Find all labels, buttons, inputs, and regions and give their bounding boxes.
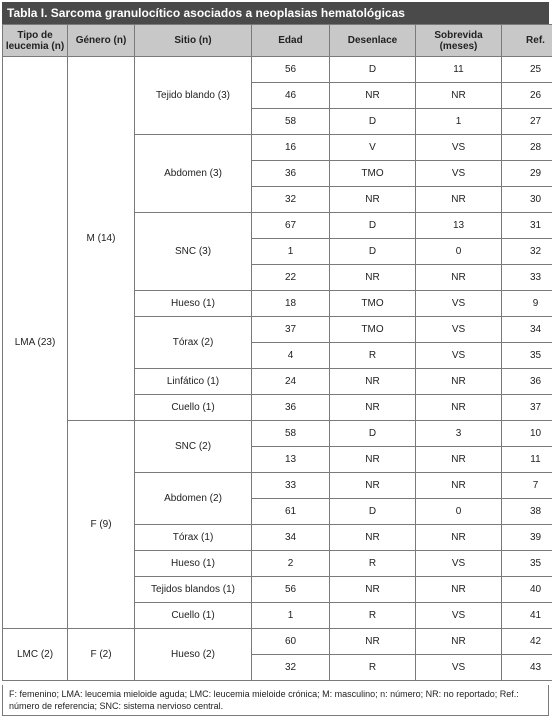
ref-cell: 34 <box>502 317 552 343</box>
desenlace-cell: NR <box>330 187 416 213</box>
edad-cell: 58 <box>252 421 330 447</box>
sobrevida-cell: VS <box>416 135 502 161</box>
header-genero: Género (n) <box>68 25 135 57</box>
edad-cell: 58 <box>252 109 330 135</box>
site-cell: SNC (3) <box>135 213 252 291</box>
site-cell: Hueso (2) <box>135 629 252 681</box>
ref-cell: 10 <box>502 421 552 447</box>
edad-cell: 33 <box>252 473 330 499</box>
desenlace-cell: NR <box>330 265 416 291</box>
table-title-text: Sarcoma granulocítico asociados a neoplasias hematológicas <box>50 6 405 20</box>
desenlace-cell: TMO <box>330 317 416 343</box>
desenlace-cell: D <box>330 57 416 83</box>
edad-cell: 32 <box>252 655 330 681</box>
ref-cell: 9 <box>502 291 552 317</box>
ref-cell: 41 <box>502 603 552 629</box>
edad-cell: 1 <box>252 239 330 265</box>
desenlace-cell: NR <box>330 395 416 421</box>
header-tipo: Tipo de leucemia (n) <box>3 25 68 57</box>
desenlace-cell: D <box>330 499 416 525</box>
sobrevida-cell: VS <box>416 603 502 629</box>
sobrevida-cell: NR <box>416 265 502 291</box>
group-cell: LMA (23) <box>3 57 68 629</box>
desenlace-cell: NR <box>330 577 416 603</box>
desenlace-cell: NR <box>330 525 416 551</box>
sobrevida-cell: NR <box>416 187 502 213</box>
sobrevida-cell: VS <box>416 291 502 317</box>
sobrevida-cell: 11 <box>416 57 502 83</box>
edad-cell: 36 <box>252 395 330 421</box>
edad-cell: 18 <box>252 291 330 317</box>
site-cell: Tórax (2) <box>135 317 252 369</box>
edad-cell: 1 <box>252 603 330 629</box>
ref-cell: 40 <box>502 577 552 603</box>
site-cell: Tejido blando (3) <box>135 57 252 135</box>
edad-cell: 16 <box>252 135 330 161</box>
table-row <box>3 629 552 655</box>
ref-cell: 7 <box>502 473 552 499</box>
edad-cell: 4 <box>252 343 330 369</box>
desenlace-cell: D <box>330 213 416 239</box>
sobrevida-cell: NR <box>416 577 502 603</box>
edad-cell: 24 <box>252 369 330 395</box>
ref-cell: 27 <box>502 109 552 135</box>
desenlace-cell: D <box>330 239 416 265</box>
table-row <box>3 421 552 447</box>
ref-cell: 36 <box>502 369 552 395</box>
desenlace-cell: TMO <box>330 161 416 187</box>
edad-cell: 22 <box>252 265 330 291</box>
sobrevida-cell: NR <box>416 629 502 655</box>
group-cell: LMC (2) <box>3 629 68 681</box>
ref-cell: 26 <box>502 83 552 109</box>
gender-cell: M (14) <box>68 57 135 421</box>
site-cell: Cuello (1) <box>135 395 252 421</box>
edad-cell: 36 <box>252 161 330 187</box>
table-title-label: Tabla I. <box>7 6 48 20</box>
desenlace-cell: R <box>330 551 416 577</box>
gender-cell: F (2) <box>68 629 135 681</box>
gender-cell: F (9) <box>68 421 135 629</box>
edad-cell: 67 <box>252 213 330 239</box>
table-row <box>3 57 552 83</box>
header-desenlace: Desenlace <box>330 25 416 57</box>
ref-cell: 35 <box>502 343 552 369</box>
site-cell: Linfático (1) <box>135 369 252 395</box>
ref-cell: 38 <box>502 499 552 525</box>
sobrevida-cell: VS <box>416 317 502 343</box>
ref-cell: 43 <box>502 655 552 681</box>
edad-cell: 2 <box>252 551 330 577</box>
desenlace-cell: D <box>330 421 416 447</box>
desenlace-cell: NR <box>330 473 416 499</box>
sobrevida-cell: VS <box>416 551 502 577</box>
sobrevida-cell: 0 <box>416 239 502 265</box>
desenlace-cell: R <box>330 655 416 681</box>
ref-cell: 29 <box>502 161 552 187</box>
edad-cell: 46 <box>252 83 330 109</box>
desenlace-cell: TMO <box>330 291 416 317</box>
ref-cell: 11 <box>502 447 552 473</box>
ref-cell: 28 <box>502 135 552 161</box>
desenlace-cell: NR <box>330 83 416 109</box>
ref-cell: 37 <box>502 395 552 421</box>
edad-cell: 13 <box>252 447 330 473</box>
desenlace-cell: NR <box>330 447 416 473</box>
desenlace-cell: NR <box>330 629 416 655</box>
sobrevida-cell: VS <box>416 655 502 681</box>
edad-cell: 32 <box>252 187 330 213</box>
ref-cell: 39 <box>502 525 552 551</box>
sobrevida-cell: NR <box>416 473 502 499</box>
site-cell: SNC (2) <box>135 421 252 473</box>
sobrevida-cell: 13 <box>416 213 502 239</box>
header-ref: Ref. <box>502 25 552 57</box>
desenlace-cell: V <box>330 135 416 161</box>
edad-cell: 34 <box>252 525 330 551</box>
desenlace-cell: R <box>330 343 416 369</box>
sobrevida-cell: NR <box>416 369 502 395</box>
sobrevida-cell: VS <box>416 343 502 369</box>
ref-cell: 33 <box>502 265 552 291</box>
site-cell: Tejidos blandos (1) <box>135 577 252 603</box>
table-title <box>2 2 549 24</box>
desenlace-cell: NR <box>330 369 416 395</box>
ref-cell: 30 <box>502 187 552 213</box>
site-cell: Abdomen (2) <box>135 473 252 525</box>
sobrevida-cell: NR <box>416 447 502 473</box>
header-sobrevida: Sobrevida (meses) <box>416 25 502 57</box>
desenlace-cell: D <box>330 109 416 135</box>
edad-cell: 56 <box>252 57 330 83</box>
desenlace-cell: R <box>330 603 416 629</box>
edad-cell: 37 <box>252 317 330 343</box>
sobrevida-cell: 1 <box>416 109 502 135</box>
site-cell: Cuello (1) <box>135 603 252 629</box>
site-cell: Abdomen (3) <box>135 135 252 213</box>
header-sitio: Sitio (n) <box>135 25 252 57</box>
ref-cell: 31 <box>502 213 552 239</box>
sobrevida-cell: 0 <box>416 499 502 525</box>
ref-cell: 35 <box>502 551 552 577</box>
ref-cell: 25 <box>502 57 552 83</box>
ref-cell: 32 <box>502 239 552 265</box>
sobrevida-cell: NR <box>416 525 502 551</box>
sarcoma-table <box>2 24 552 681</box>
site-cell: Hueso (1) <box>135 291 252 317</box>
header-row <box>3 25 552 57</box>
ref-cell: 42 <box>502 629 552 655</box>
edad-cell: 61 <box>252 499 330 525</box>
edad-cell: 56 <box>252 577 330 603</box>
sobrevida-cell: NR <box>416 83 502 109</box>
site-cell: Tórax (1) <box>135 525 252 551</box>
table-footnote: F: femenino; LMA: leucemia mieloide aguda; LMC: leucemia mieloide crónica; M: masculino; n: número; NR: no reportado; Ref.: número de referencia; SNC: sistema nervioso central. <box>2 685 549 716</box>
sobrevida-cell: 3 <box>416 421 502 447</box>
sobrevida-cell: NR <box>416 395 502 421</box>
header-edad: Edad <box>252 25 330 57</box>
site-cell: Hueso (1) <box>135 551 252 577</box>
edad-cell: 60 <box>252 629 330 655</box>
sobrevida-cell: VS <box>416 161 502 187</box>
